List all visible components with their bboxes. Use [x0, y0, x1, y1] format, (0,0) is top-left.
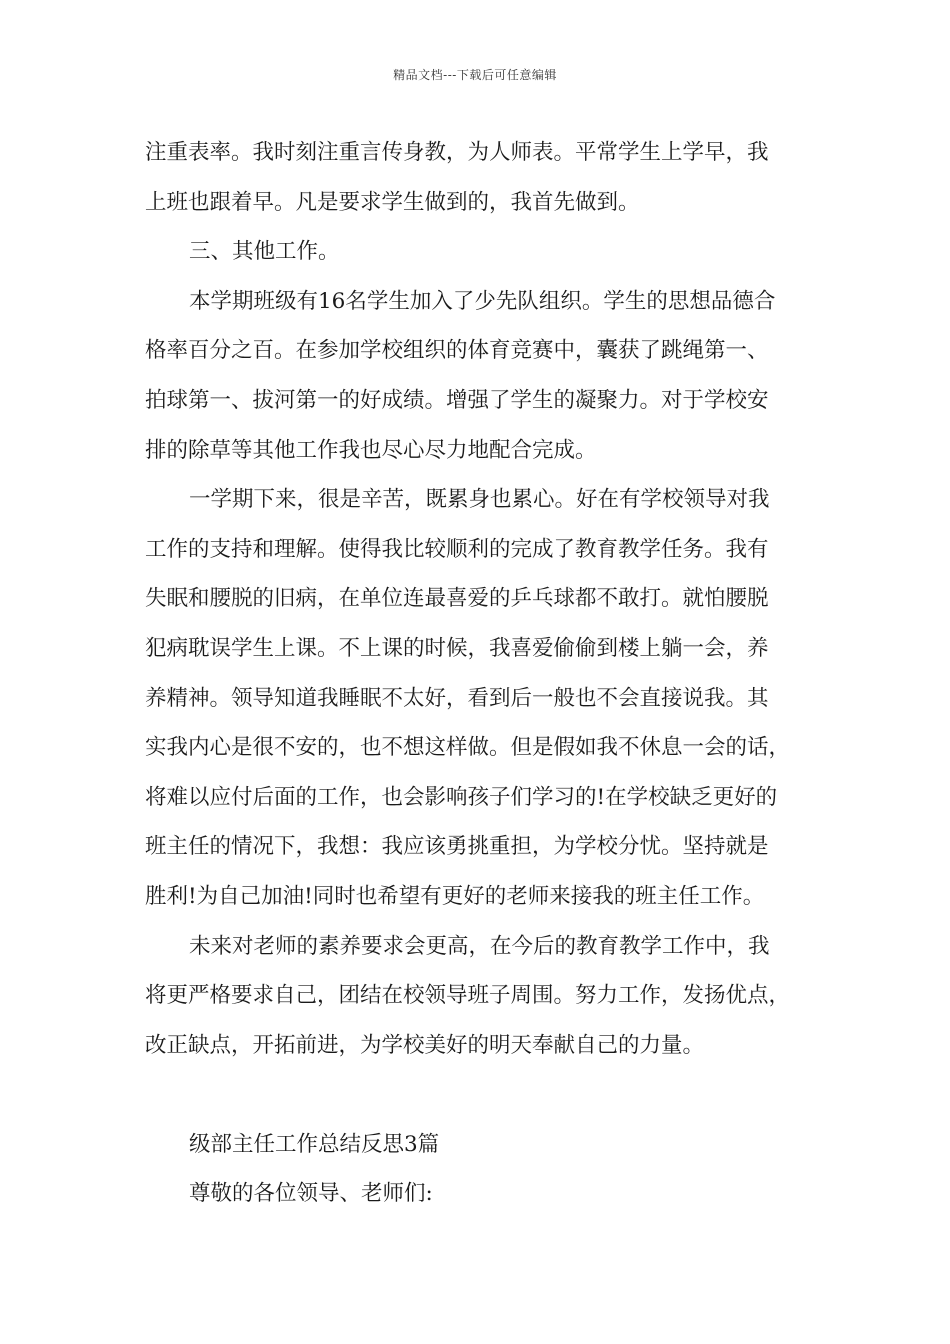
text-line: 失眠和腰脱的旧病，在单位连最喜爱的乒乓球都不敢打。就怕腰脱	[145, 586, 769, 612]
text-line: 工作的支持和理解。使得我比较顺利的完成了教育教学任务。我有	[145, 536, 769, 562]
text-line: 尊敬的各位领导、老师们:	[189, 1181, 433, 1207]
text-line: 改正缺点，开拓前进，为学校美好的明天奉献自己的力量。	[145, 1032, 705, 1058]
text-line: 拍球第一、拔河第一的好成绩。增强了学生的凝聚力。对于学校安	[145, 387, 769, 413]
document-body	[145, 128, 815, 1219]
text-line: 胜利!为自己加油!同时也希望有更好的老师来接我的班主任工作。	[145, 883, 765, 909]
page-header: 精品文档---下载后可任意编辑	[393, 68, 557, 82]
text-line: 注重表率。我时刻注重言传身教，为人师表。平常学生上学早，我	[145, 140, 769, 165]
text-line: 上班也跟着早。凡是要求学生做到的，我首先做到。	[145, 189, 640, 215]
text-line: 三、其他工作。	[189, 239, 340, 265]
text-line: 班主任的情况下，我想：我应该勇挑重担，为学校分忧。坚持就是	[145, 834, 769, 860]
text-line: 格率百分之百。在参加学校组织的体育竞赛中，囊获了跳绳第一、	[145, 338, 769, 364]
blank-line	[145, 1070, 815, 1120]
text-line: 养精神。领导知道我睡眠不太好，看到后一般也不会直接说我。其	[145, 685, 769, 711]
text-line: 将难以应付后面的工作，也会影响孩子们学习的!在学校缺乏更好的	[145, 784, 778, 810]
text-line: 犯病耽误学生上课。不上课的时候，我喜爱偷偷到楼上躺一会，养	[145, 635, 769, 661]
text-line: 级部主任工作总结反思3篇	[189, 1131, 440, 1157]
text-line: 排的除草等其他工作我也尽心尽力地配合完成。	[145, 437, 597, 463]
text-line: 未来对老师的素养要求会更高，在今后的教育教学工作中，我	[189, 933, 770, 959]
text-line: 将更严格要求自己，团结在校领导班子周围。努力工作，发扬优点，	[145, 983, 791, 1009]
text-line: 一学期下来，很是辛苦，既累身也累心。好在有学校领导对我	[189, 487, 770, 513]
text-line: 实我内心是很不安的，也不想这样做。但是假如我不休息一会的话，	[145, 735, 791, 761]
text-line: 本学期班级有16名学生加入了少先队组织。学生的思想品德合	[189, 288, 776, 314]
